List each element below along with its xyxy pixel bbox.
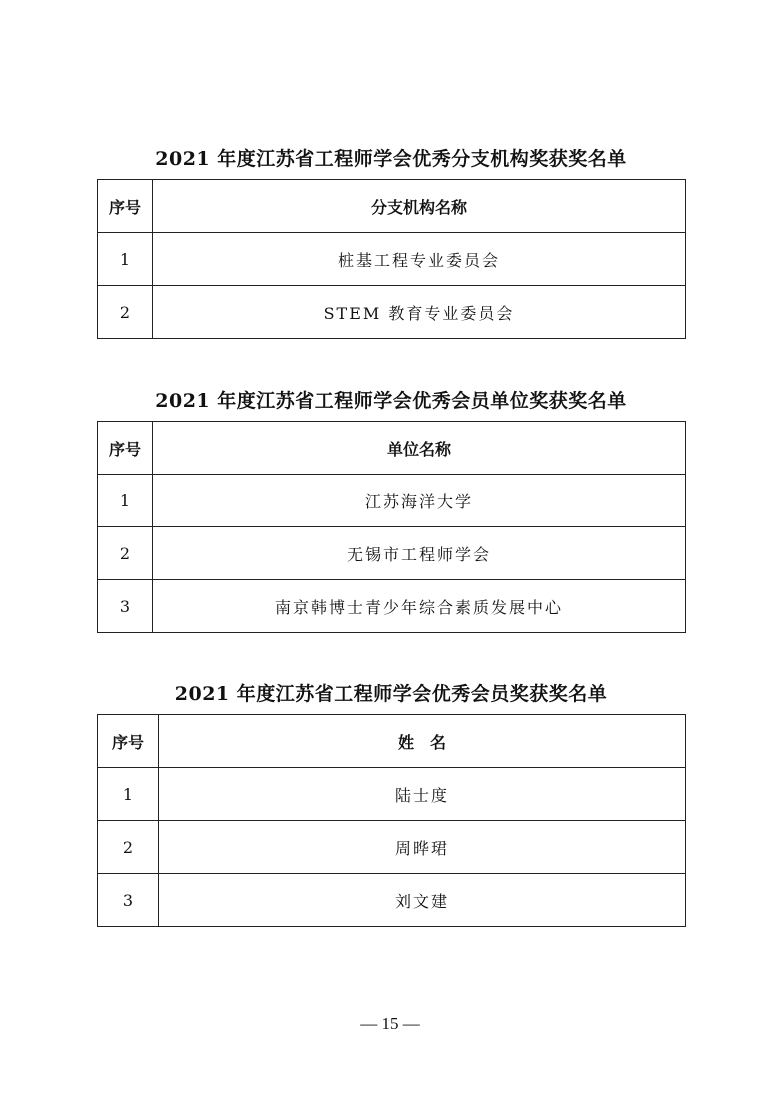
row-name: 陆士度 — [159, 768, 686, 821]
header-name: 分支机构名称 — [153, 180, 686, 233]
header-name: 姓 名 — [159, 715, 686, 768]
table-row — [98, 286, 686, 339]
table-header-row — [98, 715, 686, 768]
table-header-row — [98, 422, 686, 475]
unit-award-title: 2021 年度江苏省工程师学会优秀会员单位奖获奖名单 — [155, 390, 627, 412]
row-name: 刘文建 — [159, 874, 686, 927]
row-no: 3 — [98, 874, 159, 927]
row-no: 2 — [98, 821, 159, 874]
row-no: 1 — [98, 233, 153, 286]
row-no: 2 — [98, 527, 153, 580]
row-name: 周晔珺 — [159, 821, 686, 874]
header-name: 单位名称 — [153, 422, 686, 475]
table-row — [98, 233, 686, 286]
header-no: 序号 — [98, 422, 153, 475]
table-row — [98, 768, 686, 821]
row-no: 3 — [98, 580, 153, 633]
row-name: 无锡市工程师学会 — [153, 527, 686, 580]
row-name: 桩基工程专业委员会 — [153, 233, 686, 286]
table-row — [98, 821, 686, 874]
branch-award-title: 2021 年度江苏省工程师学会优秀分支机构奖获奖名单 — [155, 148, 627, 170]
row-name: 江苏海洋大学 — [153, 475, 686, 527]
header-no: 序号 — [98, 180, 153, 233]
member-award-title: 2021 年度江苏省工程师学会优秀会员奖获奖名单 — [174, 683, 608, 705]
branch-award-table — [97, 179, 686, 339]
member-award-table — [97, 714, 686, 927]
row-no: 1 — [98, 475, 153, 527]
unit-award-table — [97, 421, 686, 633]
table-row — [98, 580, 686, 633]
row-name: 南京韩博士青少年综合素质发展中心 — [153, 580, 686, 633]
header-no: 序号 — [98, 715, 159, 768]
table-row — [98, 475, 686, 527]
row-no: 1 — [98, 768, 159, 821]
table-header-row — [98, 180, 686, 233]
row-name: STEM 教育专业委员会 — [153, 286, 686, 339]
page-number: — 15 — — [360, 1014, 420, 1033]
table-row — [98, 527, 686, 580]
table-row — [98, 874, 686, 927]
row-no: 2 — [98, 286, 153, 339]
